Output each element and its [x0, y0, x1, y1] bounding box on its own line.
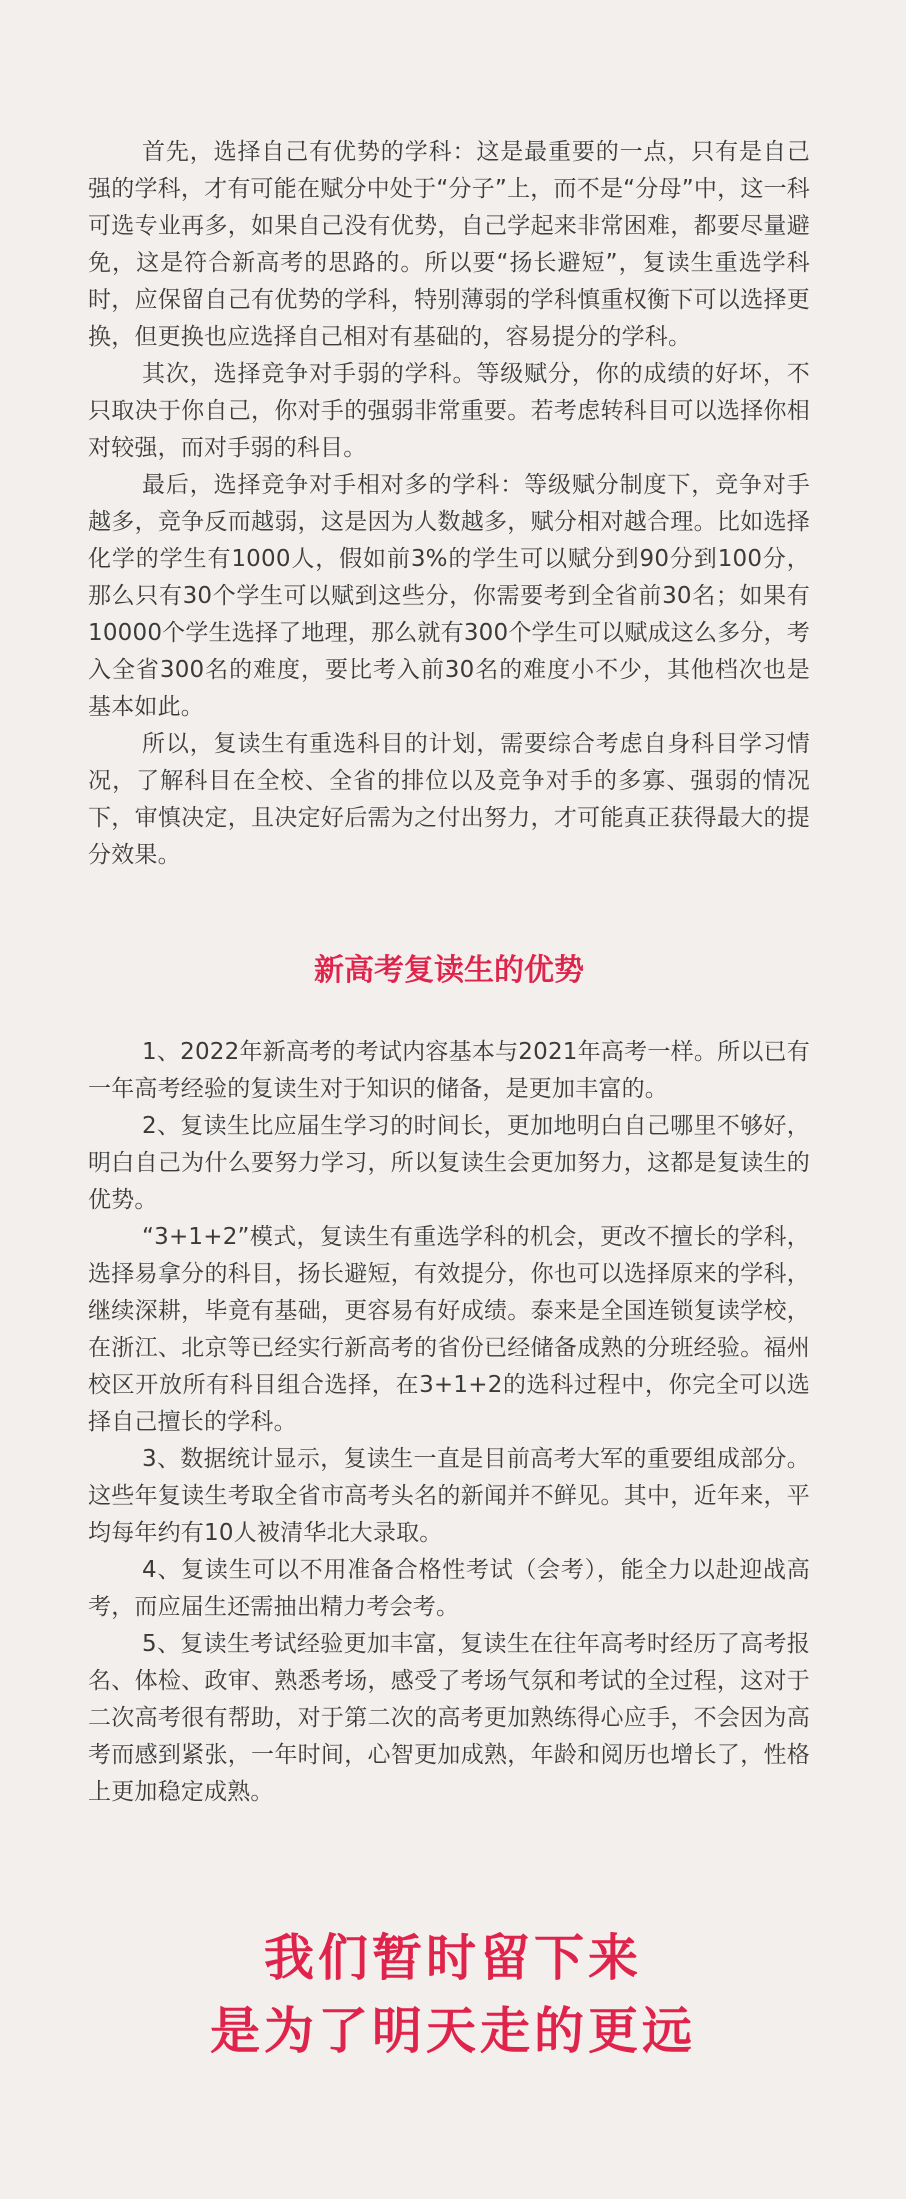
advantage-item-3-1-2-mode: “3+1+2”模式，复读生有重选学科的机会，更改不擅长的学科，选择易拿分的科目，扬长避短，有效提分，你也可以选择原来的学科，继续深耕，毕竟有基础，更容易有好成绩。泰来是全国连锁复读学校，在浙江、北京等已经实行新高考的省份已经储备成熟的分班经验。福州校区开放所有科目组合选择，在3+1+2的选科过程中，你完全可以选择自己擅长的学科。 — [88, 1224, 810, 1435]
advantage-item-1: 1、2022年新高考的考试内容基本与2021年高考一样。所以已有一年高考经验的复读生对于知识的储备，是更加丰富的。 — [88, 1039, 810, 1102]
advantage-item-2: 2、复读生比应届生学习的时间长，更加地明白自己哪里不够好，明白自己为什么要努力学习，所以复读生会更加努力，这都是复读生的优势。 — [88, 1113, 810, 1213]
advantage-item-5: 5、复读生考试经验更加丰富，复读生在往年高考时经历了高考报名、体检、政审、熟悉考场，感受了考场气氛和考试的全过程，这对于二次高考很有帮助，对于第二次的高考更加熟练得心应手，不会因为高考而感到紧张，一年时间，心智更加成熟，年龄和阅历也增长了，性格上更加稳定成熟。 — [88, 1631, 810, 1805]
paragraph-second-weak-competitors: 其次，选择竞争对手弱的学科。等级赋分，你的成绩的好坏，不只取决于你自己，你对手的强弱非常重要。若考虑转科目可以选择你相对较强，而对手弱的科目。 — [88, 361, 810, 461]
paragraph-first-choose-strength: 首先，选择自己有优势的学科：这是最重要的一点，只有是自己强的学科，才有可能在赋分中处于“分子”上，而不是“分母”中，这一科可选专业再多，如果自己没有优势，自己学起来非常困难，都要尽量避免，这是符合新高考的思路的。所以要“扬长避短”，复读生重选学科时，应保留自己有优势的学科，特别薄弱的学科慎重权衡下可以选择更换，但更换也应选择自己相对有基础的，容易提分的学科。 — [88, 139, 810, 350]
article-section-advantages — [88, 1034, 810, 1811]
article-section-strategy — [88, 134, 810, 874]
advantage-item-4: 4、复读生可以不用准备合格性考试（会考），能全力以赴迎战高考，而应届生还需抽出精力考会考。 — [88, 1557, 810, 1620]
paragraph-conclusion: 所以，复读生有重选科目的计划，需要综合考虑自身科目学习情况，了解科目在全校、全省的排位以及竞争对手的多寡、强弱的情况下，审慎决定，且决定好后需为之付出努力，才可能真正获得最大的提分效果。 — [88, 731, 810, 868]
slogan-line-1: 我们暂时留下来 — [264, 1929, 642, 1987]
paragraph-last-more-competitors: 最后，选择竞争对手相对多的学科：等级赋分制度下，竞争对手越多，竞争反而越弱，这是因为人数越多，赋分相对越合理。比如选择化学的学生有1000人，假如前3%的学生可以赋分到90分到100分，那么只有30个学生可以赋到这些分，你需要考到全省前30名；如果有10000个学生选择了地理，那么就有300个学生可以赋成这么多分，考入全省300名的难度，要比考入前30名的难度小不少，其他档次也是基本如此。 — [88, 472, 810, 720]
advantage-item-3: 3、数据统计显示，复读生一直是目前高考大军的重要组成部分。这些年复读生考取全省市高考头名的新闻并不鲜见。其中，近年来，平均每年约有10人被清华北大录取。 — [88, 1446, 810, 1546]
section-title-advantages: 新高考复读生的优势 — [314, 953, 584, 988]
slogan-line-2: 是为了明天走的更远 — [210, 2002, 696, 2060]
